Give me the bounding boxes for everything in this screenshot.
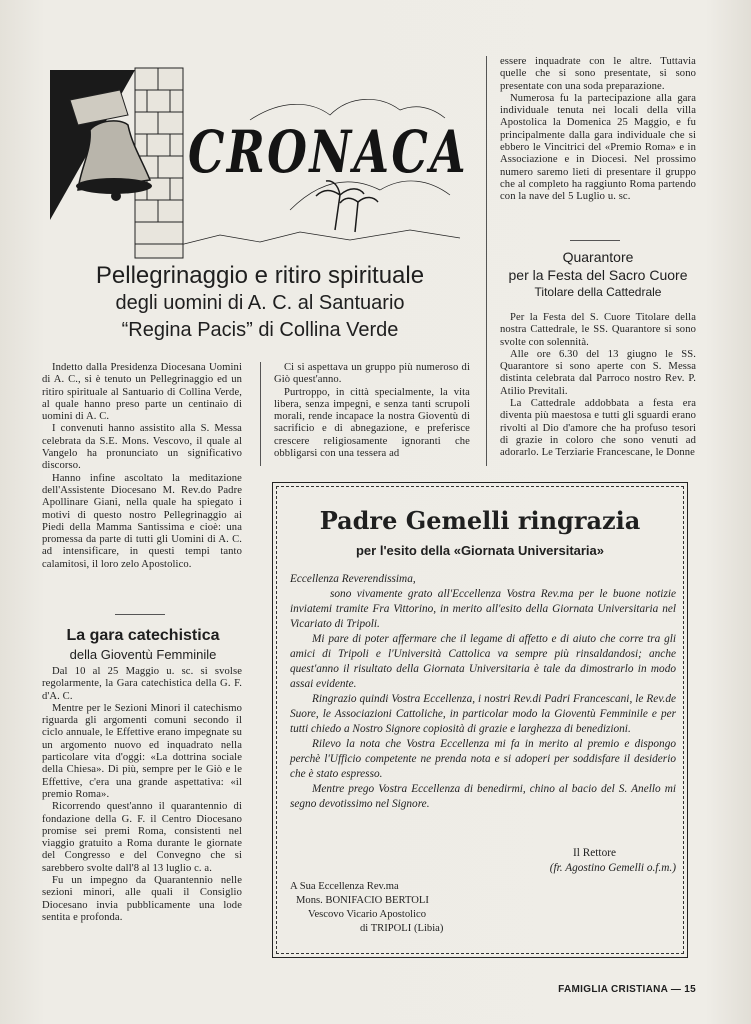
paragraph: Mentre per le Sezioni Minori il catechismo riguarda gli argomenti comuni secondo il ciclo annuale, le Effettive erano impegnate su un argomento nuovo ed inquadrato nella particolare vita d'oggi: «La dottrina sociale della Chiesa». Di più, sempre per le Giò e le Effettive, c'era una grande aspettativa: «il premio Roma».: [42, 702, 242, 800]
paragraph: Dal 10 al 25 Maggio u. sc. si svolse regolarmente, la Gara catechistica della G. F. d'A. C.: [42, 666, 242, 702]
paragraph: sono vivamente grato all'Eccellenza Vostra Rev.ma per le buone notizie inviatemi tramite Fra Vittorino, in merito all'esito della Giornata Universitaria nel Vicariato di Tripoli.: [290, 588, 676, 630]
section-divider: [570, 240, 620, 241]
gara-title-block: [40, 626, 246, 663]
letter-subtitle: per l'esito della «Giornata Universitaria»: [355, 543, 605, 558]
quarantore-body: [500, 312, 696, 460]
quarantore-subtitle-2: Titolare della Cattedrale: [534, 285, 662, 299]
title-line-1: Pellegrinaggio e ritiro spirituale: [95, 262, 425, 289]
cronaca-logo-text: CRONACA: [188, 118, 468, 186]
quarantore-title-block: [496, 248, 700, 300]
bell-tower-illustration: [50, 60, 470, 260]
letter-signature: [420, 846, 676, 876]
right-column-divider: [486, 56, 487, 466]
cronaca-header-illustration: [50, 60, 470, 260]
gara-article-body: [42, 666, 242, 924]
page-footer: FAMIGLIA CRISTIANA — 15: [558, 984, 696, 995]
paragraph: Mi pare di poter affermare che il legame di affetto e di aiuto che corre tra gli amici di Tripoli e l'Università Cattolica va sempre più rinsaldandosi; anche quest'anno il risultato della Giornata Universitaria è tale da dimostrarlo in modo assai evidente.: [290, 633, 676, 690]
letter-body: [290, 572, 676, 812]
paragraph: Indetto dalla Presidenza Diocesana Uomini di A. C., si è tenuto un Pellegrinaggio ed un ritiro spirituale al Santuario di Collina Verde, al quale hanno preso parte un centinaio di uomini di A. C.: [42, 362, 242, 423]
quarantore-title: Quarantore: [562, 249, 634, 265]
address-line: A Sua Eccellenza Rev.ma: [290, 881, 399, 892]
section-divider: [115, 614, 165, 615]
quarantore-subtitle: per la Festa del Sacro Cuore: [508, 267, 688, 283]
paragraph: essere inquadrate con le altre. Tuttavia quelle che si sono presentate, si sono presentate con una soda preparazione.: [500, 56, 696, 92]
signature-title: Il Rettore: [573, 847, 616, 859]
palm-trees-icon: [316, 181, 378, 232]
paragraph: Ricorrendo quest'anno il quarantennio di fondazione della G. F. il Centro Diocesano promise sei premi Roma, consistenti nel viaggio gratuito a Roma durante le giornate del Congresso e del Convegno che si sarebbero svolte dall'8 al 13 luglio c. a.: [42, 801, 242, 874]
letter-salutation: Eccellenza Reverendissima,: [290, 573, 416, 585]
paragraph: Ci si aspettava un gruppo più numeroso di Giò quest'anno.: [274, 362, 470, 386]
paragraph: La Cattedrale addobbata a festa era diventa più maestosa e tutti gli sguardi erano rivolti al Dio d'amore che ha profuso tesori di grazie in coloro che sono venuti ad adorarlo. Le Terziarie Francescane, le Donne: [500, 398, 696, 459]
paragraph: Hanno infine ascoltato la meditazione dell'Assistente Diocesano M. Rev.do Padre Apollinare Giani, nella quale ha spiegato i motivi di questo nostro Pellegrinaggio ai Piedi della Mamma Santissima e cioè: una promessa da parte di tutti gli Uomini di A. C. ad intensificare, in questi tempi tanto calamitosi, il loro zelo Apostolico.: [42, 472, 242, 570]
paragraph: Ringrazio quindi Vostra Eccellenza, i nostri Rev.di Padri Francescani, le Rev.de Suore, le Associazioni Cattoliche, in particolar modo la Gioventù Femminile e per tutti chiedo a Nostro Signore copiosità di grazie e larghezza di benedizioni.: [290, 693, 676, 735]
gara-subtitle: della Gioventù Femminile: [69, 647, 217, 662]
address-line: Vescovo Vicario Apostolico: [308, 909, 427, 920]
main-article-col2: [274, 362, 470, 460]
column-divider: [260, 362, 261, 466]
title-line-3: “Regina Pacis” di Collina Verde: [121, 319, 399, 341]
title-line-2: degli uomini di A. C. al Santuario: [115, 292, 405, 314]
paragraph: Per la Festa del S. Cuore Titolare della nostra Cattedrale, le SS. Quarantore si sono svolte con solennità.: [500, 312, 696, 348]
paragraph: Numerosa fu la partecipazione alla gara individuale tenuta nei locali della villa Apostolica la Domenica 25 Maggio, e fu principalmente dalla gara individuale che si ebbero le Vincitrici del «Premio Roma» e in Associazione e in Diocesi. Nel prossimo numero saremo lieti di presentare il gruppo che al completo ha raggiunto Roma partendo con la nave del 5 Luglio u. sc.: [500, 92, 696, 203]
top-right-text: [500, 56, 696, 204]
paragraph: Rilevo la nota che Vostra Eccellenza mi fa in merito al premio e dispongo perchè l'Ufficio competente ne prenda nota e si adoperi per soddisfare il desiderio che è stato espresso.: [290, 738, 676, 780]
paragraph: I convenuti hanno assistito alla S. Messa celebrata da S.E. Mons. Vescovo, il quale al Vangelo ha pronunciato un significativo discorso.: [42, 423, 242, 472]
paragraph: Alle ore 6.30 del 13 giugno le SS. Quarantore si sono aperte con S. Messa distinta celebrata dal Parroco nostro Rev. P. Atilio Previtali.: [500, 348, 696, 397]
signature-name: (fr. Agostino Gemelli o.f.m.): [549, 862, 676, 874]
paragraph: Fu un impegno da Quarantennio nelle sezioni minori, alle quali il Consiglio Diocesano invia pubblicamente una lode sentita e profonda.: [42, 875, 242, 923]
address-line: di TRIPOLI (Libia): [360, 923, 444, 934]
paragraph: Purtroppo, in città specialmente, la vita libera, senza impegni, e senza tanti scrupoli morali, rende incapace la nostra Gioventù di sacrificio e di abnegazione, e preferisce crescere religiosamente ignoranti che obbligarsi con una tessera ad: [274, 386, 470, 460]
address-line: Mons. BONIFACIO BERTOLI: [296, 895, 429, 906]
letter-address: [290, 880, 510, 936]
main-article-title: [40, 262, 480, 344]
main-article-col1: [42, 362, 242, 571]
paragraph: Mentre prego Vostra Eccellenza di benedirmi, chino al bacio del S. Anello mi segno devotissimo nel Signore.: [290, 783, 676, 810]
gara-title: La gara catechistica: [66, 627, 220, 644]
letter-title: Padre Gemelli ringrazia: [319, 506, 641, 535]
